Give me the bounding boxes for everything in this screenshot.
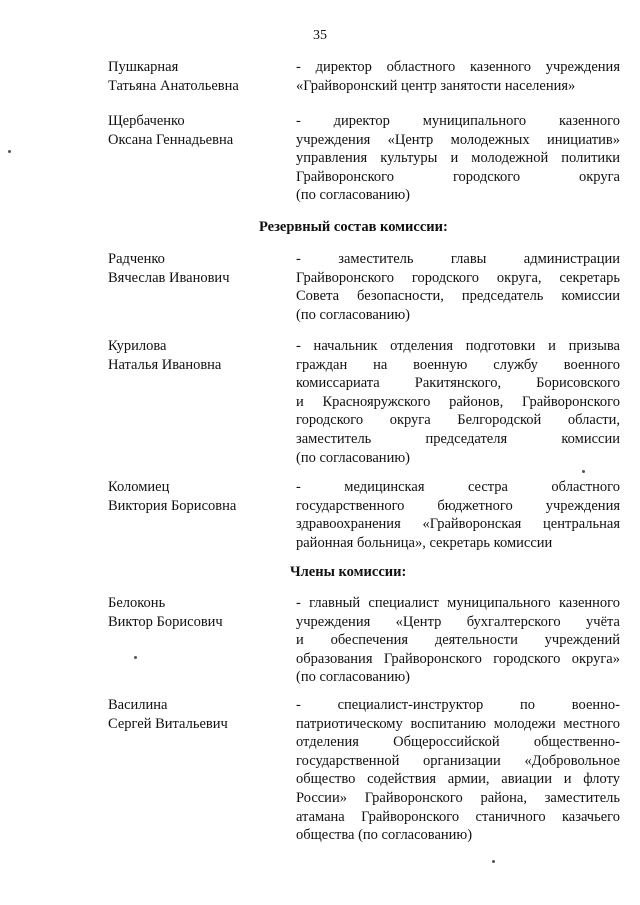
section-heading-reserve: Резервный состав комиссии: [259, 219, 448, 235]
member-role: - начальник отделения подготовки и призыва граждан на военную службу военного комиссариата Ракитянского, Борисовского и Краснояружского районов, Грайворонского городского округа Белгородской области, заместитель председателя комиссии (по согласованию) [296, 338, 620, 466]
member-name: Василина Сергей Витальевич [108, 697, 228, 732]
scan-speck [8, 150, 11, 153]
member-role: - заместитель главы администрации Грайворонского городского округа, секретарь Совета безопасности, председатель комиссии (по согласованию) [296, 251, 620, 323]
member-role: - главный специалист муниципального казенного учреждения «Центр бухгалтерского учёта и обеспечения деятельности учреждений образования Грайворонского городского округа» (по согласованию) [296, 595, 620, 686]
member-role: - директор муниципального казенного учреждения «Центр молодежных инициатив» управления культуры и молодежной политики Грайворонского городского округа (по согласованию) [296, 113, 620, 204]
scan-speck [134, 656, 137, 659]
member-name: Белоконь Виктор Борисович [108, 595, 223, 630]
member-role: - специалист-инструктор по военно- патриотическому воспитанию молодежи местного отделения Общероссийской общественно- государственной организации «Добровольное общество содействия армии, авиации и флоту России» Грайворонского района, заместитель атамана Грайворонского станичного казачьего общества (по согласованию) [296, 697, 620, 844]
scan-speck [582, 470, 585, 473]
scan-speck [492, 860, 495, 863]
section-heading-members: Члены комиссии: [290, 564, 407, 580]
member-role: - медицинская сестра областного государственного бюджетного учреждения здравоохранения «Грайворонская центральная районная больница», секретарь комиссии [296, 479, 620, 551]
member-name: Щербаченко Оксана Геннадьевна [108, 113, 234, 148]
member-name: Пушкарная Татьяна Анатольевна [108, 59, 239, 94]
member-name: Коломиец Виктория Борисовна [108, 479, 237, 514]
member-role: - директор областного казенного учреждения «Грайворонский центр занятости населения» [296, 59, 620, 94]
member-name: Радченко Вячеслав Иванович [108, 251, 230, 286]
page-number: 35 [313, 28, 327, 43]
member-name: Курилова Наталья Ивановна [108, 338, 222, 373]
